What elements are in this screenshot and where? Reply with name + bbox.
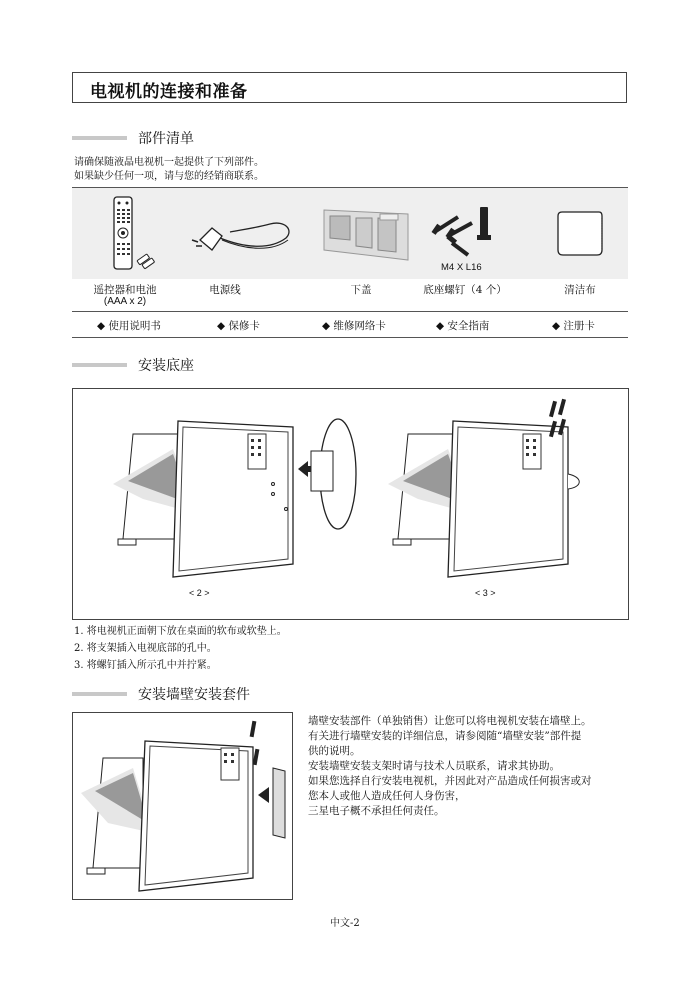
heading-bar <box>72 363 127 367</box>
wall-mount-paragraph <box>308 714 592 819</box>
page-title-box <box>72 72 627 103</box>
parts-label-remote: 遥控器和电池 <box>93 284 157 296</box>
wall-text-line: 安装墙壁安装支架时请与技术人员联系，请求其协助。 <box>308 760 560 772</box>
accessory-warranty: ◆ 保修卡 <box>217 320 260 332</box>
heading-bar <box>72 136 127 140</box>
parts-label-bottom-cover: 下盖 <box>350 284 372 296</box>
figure-label-step-3: < 3 > <box>475 588 496 598</box>
stand-illustration <box>73 389 628 619</box>
wall-heading: 安装墙壁安装套件 <box>138 687 250 703</box>
tv-panel-step-3 <box>388 399 579 577</box>
wall-text-line: 如果您选择自行安装电视机，并因此对产品造成任何损害或对 <box>308 775 592 787</box>
parts-heading: 部件清单 <box>138 131 194 147</box>
stand-step-3: 3. 将螺钉插入所示孔中并拧紧。 <box>74 660 217 671</box>
wall-mount-illustration <box>73 713 292 899</box>
page-number: 中文-2 <box>330 918 360 929</box>
accessory-manual: ◆ 使用说明书 <box>97 320 161 332</box>
stand-figure <box>72 388 629 620</box>
figure-label-step-2: < 2 > <box>189 588 210 598</box>
heading-bar <box>72 692 127 696</box>
divider <box>72 311 628 312</box>
wall-text-line: 有关进行墙壁安装的详细信息，请参阅随“墙壁安装”部件提 <box>308 730 582 742</box>
accessory-safety-guide: ◆ 安全指南 <box>436 320 490 332</box>
wall-text-line: 墙壁安装部件（单独销售）让您可以将电视机安装在墙壁上。 <box>308 715 592 727</box>
power-cord-icon <box>190 210 295 264</box>
wall-mount-figure <box>72 712 293 900</box>
divider <box>72 337 628 338</box>
cleaning-cloth-icon <box>555 210 605 262</box>
accessory-registration-card: ◆ 注册卡 <box>552 320 595 332</box>
tv-panel-step-2 <box>113 419 356 577</box>
screws-icon <box>428 201 498 263</box>
bottom-cover-icon <box>320 204 412 270</box>
stand-section-heading <box>72 355 372 375</box>
page-title: 电视机的连接和准备 <box>90 82 248 102</box>
stand-step-1: 1. 将电视机正面朝下放在桌面的软布或软垫上。 <box>74 626 287 637</box>
parts-label-remote-sub: (AAA x 2) <box>103 296 147 307</box>
remote-control-icon <box>110 195 160 277</box>
wall-section-heading <box>72 684 372 704</box>
wall-text-line: 三星电子概不承担任何责任。 <box>308 805 445 817</box>
parts-label-power-cord: 电源线 <box>209 284 241 296</box>
wall-text-line: 您本人或他人造成任何人身伤害， <box>308 790 466 802</box>
stand-step-2: 2. 将支架插入电视底部的孔中。 <box>74 643 217 654</box>
parts-intro-line-2: 如果缺少任何一项，请与您的经销商联系。 <box>74 171 264 182</box>
stand-steps <box>74 623 287 674</box>
accessory-service-card: ◆ 维修网络卡 <box>322 320 386 332</box>
parts-label-cloth: 清洁布 <box>564 284 596 296</box>
wall-text-line: 供的说明。 <box>308 745 361 757</box>
parts-intro-line-1: 请确保随液晶电视机一起提供了下列部件。 <box>74 157 264 168</box>
parts-label-screws: 底座螺钉（4 个） <box>423 284 507 296</box>
parts-section-heading <box>72 128 372 148</box>
stand-heading: 安装底座 <box>138 358 194 374</box>
screw-size-caption: M4 X L16 <box>441 262 482 273</box>
